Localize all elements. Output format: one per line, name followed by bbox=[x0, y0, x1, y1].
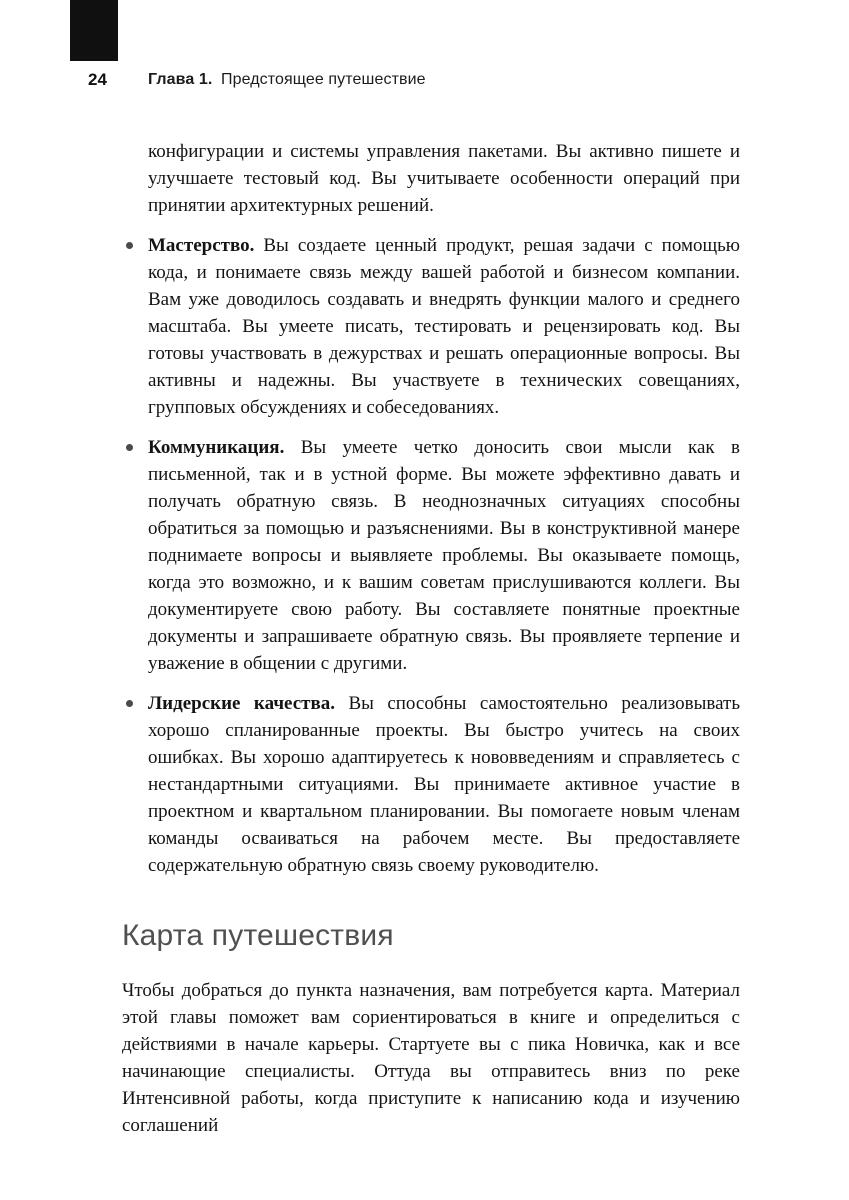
section-paragraph: Чтобы добраться до пункта назначения, вам потребуется карта. Материал этой главы поможет вам сориентироваться в книге и определиться с действиями в начале карьеры. Стартуете вы с пика Новичка, как и все начинающие специалисты. Оттуда вы отправитесь вниз по реке Интенсивной работы, когда приступите к написанию кода и изучению соглашений bbox=[122, 980, 740, 1136]
chapter-label: Глава 1. bbox=[148, 71, 213, 88]
chapter-tab-marker bbox=[70, 0, 118, 61]
bullet-text: Вы способны самостоятельно реализовывать хорошо спланированные проекты. Вы быстро учитесь на своих ошибках. Вы хорошо адаптируетесь к нововведениям и справляетесь с нестандартными ситуациями. Вы принимаете активное участие в проектном и квартальном планировании. Вы помогаете новым членам команды осваиваться на рабочем месте. Вы предоставляете содержательную обратную связь своему руководителю. bbox=[148, 693, 740, 876]
page-content bbox=[122, 138, 740, 1139]
list-item bbox=[122, 232, 740, 421]
section-heading: Карта путешествия bbox=[122, 919, 394, 952]
bullet-icon bbox=[126, 444, 133, 451]
bullet-lead: Лидерские качества. bbox=[148, 693, 335, 714]
list-item bbox=[122, 434, 740, 677]
bullet-icon bbox=[126, 242, 133, 249]
list-item bbox=[122, 690, 740, 879]
bullet-lead: Мастерство. bbox=[148, 235, 255, 256]
page-number: 24 bbox=[88, 70, 107, 89]
bullet-icon bbox=[126, 700, 133, 707]
running-header bbox=[148, 71, 426, 89]
chapter-title: Предстоящее путешествие bbox=[221, 71, 426, 88]
bullet-list bbox=[122, 232, 740, 879]
bullet-text: Вы умеете четко доносить свои мысли как в письменной, так и в устной форме. Вы можете эффективно давать и получать обратную связь. В неоднозначных ситуациях способны обратиться за помощью и разъяснениями. Вы в конструктивной манере поднимаете вопросы и выявляете проблемы. Вы оказываете помощь, когда это возможно, и к вашим советам прислушиваются коллеги. Вы документируете свою работу. Вы составляете понятные проектные документы и запрашиваете обратную связь. Вы проявляете терпение и уважение в общении с другими. bbox=[148, 437, 740, 674]
bullet-text: Вы создаете ценный продукт, решая задачи с помощью кода, и понимаете связь между вашей работой и бизнесом компании. Вам уже доводилось создавать и внедрять функции малого и среднего масштаба. Вы умеете писать, тестировать и рецензировать код. Вы готовы участвовать в дежурствах и решать операционные вопросы. Вы активны и надежны. Вы участвуете в технических совещаниях, групповых обсуждениях и собеседованиях. bbox=[148, 235, 740, 418]
bullet-lead: Коммуникация. bbox=[148, 437, 285, 458]
continuation-paragraph: конфигурации и системы управления пакетами. Вы активно пишете и улучшаете тестовый код. Вы учитываете особенности операций при принятии архитектурных решений. bbox=[148, 141, 740, 216]
